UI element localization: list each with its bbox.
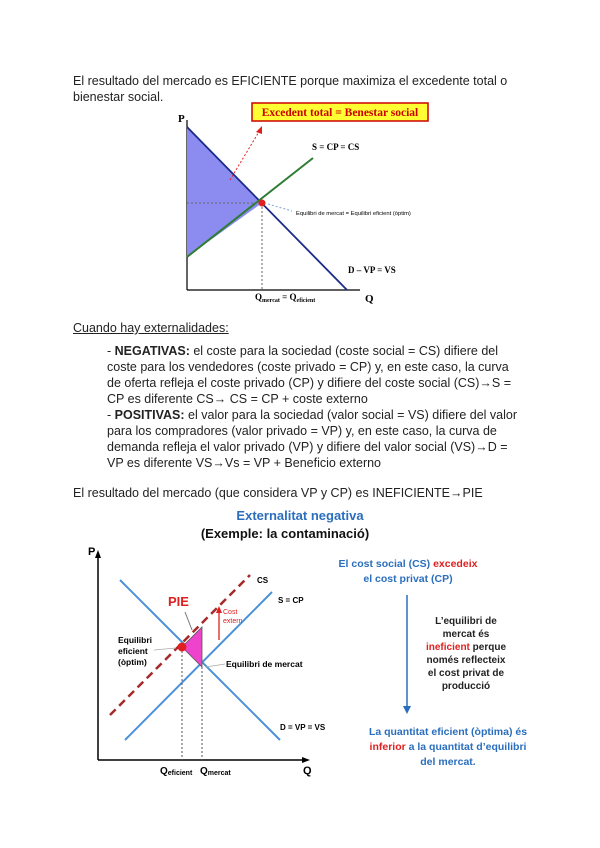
side-mid-5: el cost privat de	[427, 668, 505, 679]
efficient-eq-point	[178, 643, 187, 652]
side-arrowhead	[403, 706, 411, 714]
side-bot-1: La quantitat eficient (òptima) és	[368, 726, 528, 738]
y-axis-label-2: P	[88, 546, 96, 558]
side-mid-6: producció	[441, 681, 491, 692]
side-mid-4: només reflecteix	[426, 655, 506, 666]
q-label: $Q_{mercat} = Q_{eficient}$	[255, 292, 316, 304]
eff-label-3: (òptim)	[118, 657, 147, 667]
y-arrow-2	[95, 550, 101, 558]
y-axis-label: P	[178, 113, 185, 125]
supply-label: S = CP = CS	[312, 142, 360, 152]
chart2-title: Externalitat negativa	[236, 508, 364, 523]
pie-label: PIE	[168, 594, 189, 609]
eff-label-1: Equilibri	[118, 635, 152, 645]
intro-paragraph: El resultado del mercado es EFICIENTE porque maximiza el excedente total o bienestar social.	[73, 74, 508, 104]
cost-extern-label-2: extern	[223, 618, 243, 625]
x-axis-label-2: Q	[303, 765, 312, 777]
q-mkt-label: Qmercat	[200, 766, 231, 777]
x-axis-label: Q	[365, 293, 374, 305]
side-mid-3: ineficient perque	[425, 642, 507, 653]
q-eff-label: Qeficient	[160, 766, 193, 777]
d-label: D = VP = VS	[280, 723, 326, 732]
side-top-line-1: El cost social (CS) excedeix	[338, 558, 478, 570]
externalities-heading: Cuando hay externalidades:	[73, 321, 229, 335]
x-arrow-2	[302, 757, 310, 763]
chart2-subtitle: (Exemple: la contaminació)	[200, 526, 370, 541]
pie-pointer	[185, 612, 192, 630]
mkt-pointer	[206, 664, 225, 667]
title-box-text: Excedent total = Benestar social	[261, 107, 419, 119]
eff-label-2: eficient	[118, 646, 148, 656]
side-top-line-2: el cost privat (CP)	[363, 573, 453, 585]
equilibrium-label: Equilibri de mercat = Equilibri eficient (òptim)	[296, 211, 411, 217]
result-paragraph: El resultado del mercado (que considera VP y CP) es INEFICIENTE→PIE	[73, 486, 483, 500]
eff-pointer	[154, 648, 176, 650]
market-eq-label: Equilibri de mercat	[226, 659, 303, 669]
side-mid-1: L’equilibri de	[435, 616, 497, 627]
s-label: S = CP	[278, 596, 304, 605]
cost-extern-label-1: Cost	[223, 609, 238, 616]
positive-item: - POSITIVAS: el valor para la sociedad (valor social = VS) difiere del valor para los compradores (valor privado = VP) y, en este caso, la curva de demanda refleja el valor privado (VP) y difiere del valor social (VS)→D = VP es diferente VS→Vs = VP + Beneficio externo	[107, 408, 518, 470]
demand-label: D – VP = VS	[348, 265, 396, 275]
side-bot-3: del mercat.	[420, 756, 476, 768]
negative-item: - NEGATIVAS: el coste para la sociedad (coste social = CS) difiere del coste para los vendedores (coste privado = CP) y, en este caso, la curva de oferta refleja el coste privado (CP) y difiere del coste social (CS)→S = CP es diferente CS→ CS = CP + coste externo	[107, 344, 511, 406]
side-mid-2: mercat és	[442, 629, 490, 640]
cs-label: CS	[257, 576, 269, 585]
side-bot-2: inferior a la quantitat d’equilibri	[369, 741, 527, 753]
